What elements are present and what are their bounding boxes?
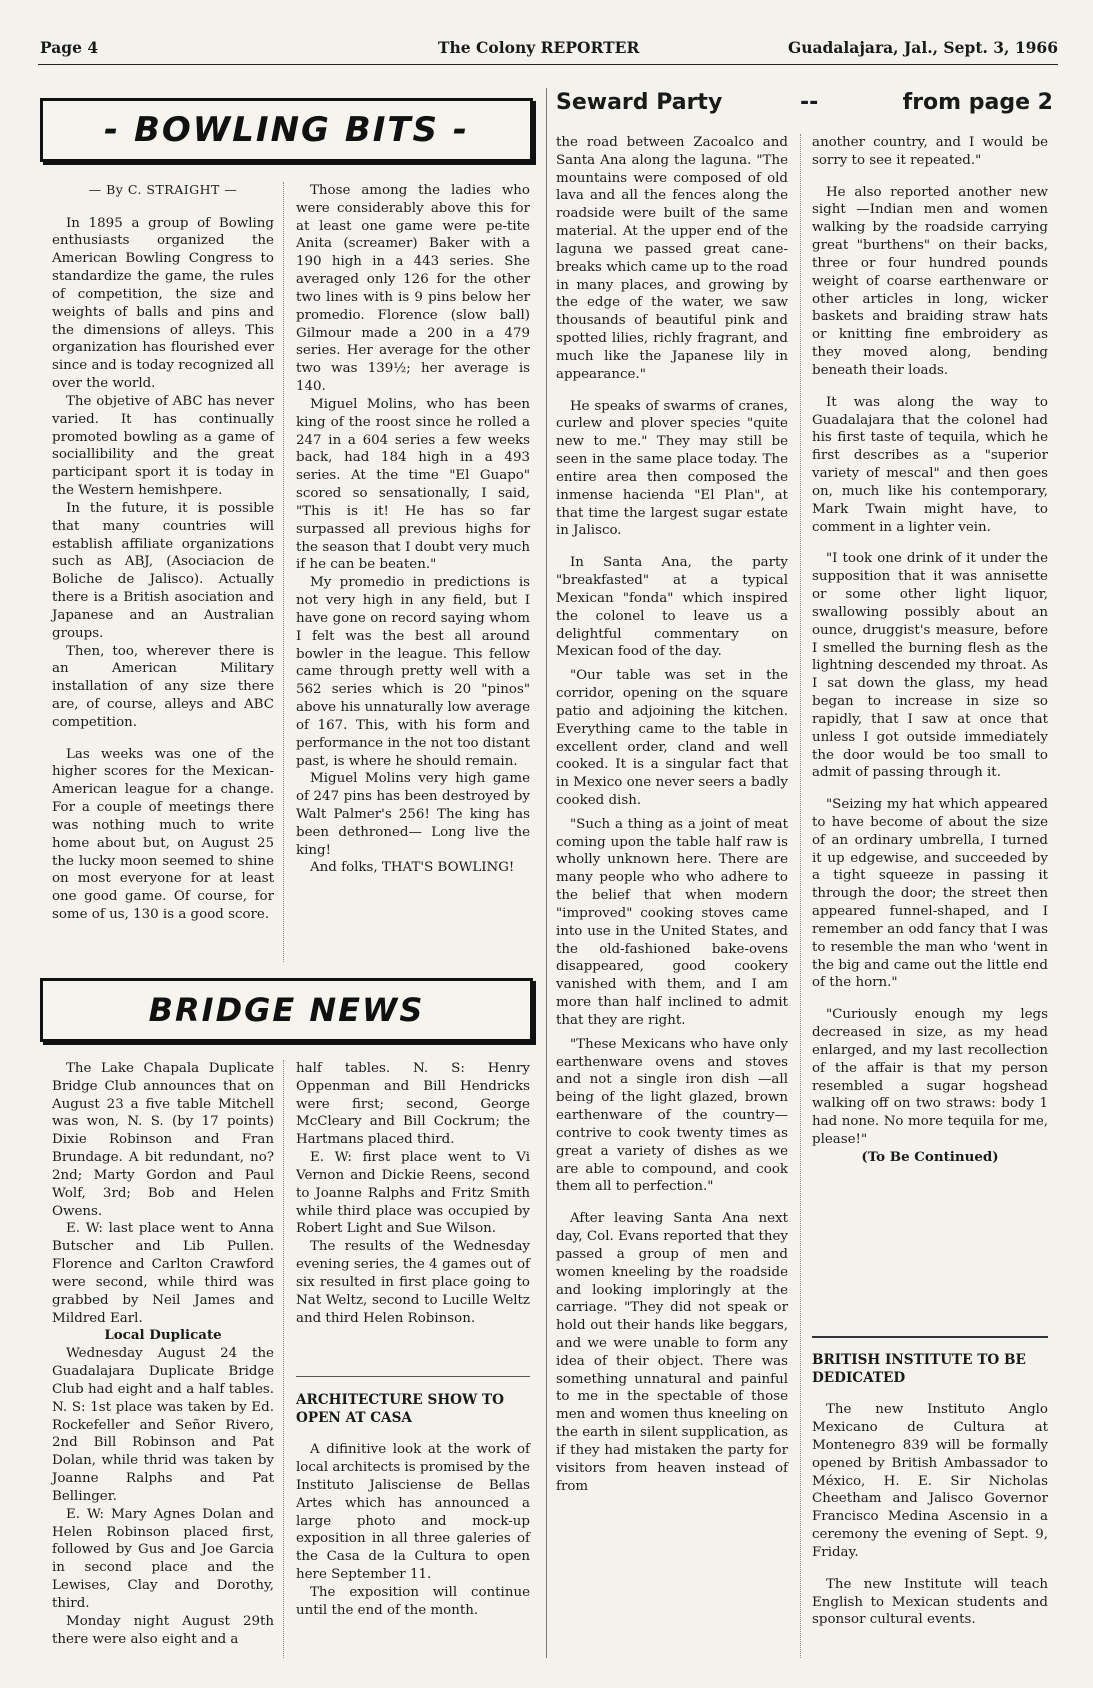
seward-para: "Such a thing as a joint of meat coming upon the table half raw is wholly unknown here. There are many people who who adhere to the belief that when modern "improved" cooking stoves came into use in the United States, and the old-fashioned bake-ovens disappeared, good cookery vanished with them, and I am more than half inclined to admit that they are right. xyxy=(556,816,788,1028)
seward-para: After leaving Santa Ana next day, Col. Evans reported that they passed a group of men and women kneeling by the roadside and looking imploringly at the carriage. "They did not speak or hold out their hands like beggars, and we were unable to form any idea of their object. There was something unnatural and painful to me in the spectable of those men and women thus kneeling on the earth in silent supplication, as if they had mistaken the party for visitors from heaven instead of from xyxy=(556,1211,788,1494)
bridge-banner xyxy=(40,978,533,1042)
seward-para: He also reported another new sight —Indian men and women walking by the roadside carrying great "burthens" on their backs, three or four hundred pounds weight of coarse earthenware or other articles in long, wicker baskets and braiding straw hats or knitting fine embroidery as they moved along, bending beneath their loads. xyxy=(812,184,1048,378)
seward-para: It was along the way to Guadalajara that the colonel had his first taste of tequila, which he first describes as a "superior variety of mescal" and then goes on, much like his contemporary, Mark Twain might have, to comment in a lighter vein. xyxy=(812,394,1048,535)
section-divider xyxy=(546,88,547,1658)
column-rule xyxy=(283,1060,284,1658)
architecture-para: The exposition will continue until the end of the month. xyxy=(296,1584,530,1618)
dateline: Guadalajara, Jal., Sept. 3, 1966 xyxy=(787,38,1058,57)
seward-dash: -- xyxy=(800,90,819,115)
page-number: Page 4 xyxy=(40,38,99,57)
seward-para: "Curiously enough my legs decreased in size, as my head enlarged, and my last recollection of the affair is that my person resembled a sugar hogshead walking off on two straws: body 1 had none. No more tequila for me, please!" xyxy=(812,1007,1048,1148)
bowling-column-1 xyxy=(52,182,274,924)
bridge-subhead: Local Duplicate xyxy=(104,1327,222,1344)
seward-para: He speaks of swarms of cranes, curlew and plover species "quite new to me." They may still be seen in the same place today. The entire area then composed the inmense hacienda "El Plan", at that time the largest sugar estate in Jalisco. xyxy=(556,398,788,539)
bridge-title: BRIDGE NEWS xyxy=(148,991,425,1029)
bridge-column-1 xyxy=(52,1060,274,1648)
seward-para: In Santa Ana, the party "breakfasted" at a typical Mexican "fonda" which inspired the colonel to leave us a delightful commentary on Mexican food of the day. xyxy=(556,555,788,660)
column-rule xyxy=(283,182,284,962)
seward-para: "These Mexicans who have only earthenware ovens and stoves and not a single iron dish —all being of the light glazed, brown earthenware of the country— contrive to cook twenty times as great a variety of dishes as we are able to compound, and cook them all to perfection." xyxy=(556,1036,788,1195)
british-institute-headline: BRITISH INSTITUTE TO BE DEDICATED xyxy=(812,1352,1026,1386)
british-para: The new Instituto Anglo Mexicano de Cultura at Montenegro 839 will be formally opened by British Ambassador to México, H. E. Sir Nicholas Cheetham and Jalisco Governor Francisco Medina Ascensio in a ceremony the evening of Sept. 9, Friday. xyxy=(812,1402,1048,1560)
bowling-para: Those among the ladies who were considerably above this for at least one game were pe-tite Anita (screamer) Baker with a 190 high in a 443 series. She averaged only 126 for the other two lines with is 9 pins below her promedio. Florence (slow ball) Gilmour made a 200 in a 479 series. Her average for the other two was 139½; her average is 140. xyxy=(296,183,530,395)
seward-continued-from: from page 2 xyxy=(902,90,1053,115)
bridge-para: The results of the Wednesday evening series, the 4 games out of six resulted in first place going to Nat Weltz, second to Lucille Weltz and third Helen Robinson. xyxy=(296,1239,530,1326)
bowling-para: Then, too, wherever there is an American Military installation of any size there are, of course, alleys and ABC competition. xyxy=(52,643,274,730)
seward-para: "Our table was set in the corridor, opening on the square patio and adjoining the kitchen. Everything came to the table in excellent order, cland and well cooked. It is a singular fact that in Mexico one never seers a badly cooked dish. xyxy=(556,668,788,808)
seward-para: "Seizing my hat which appeared to have become of about the size of an ordinary umbrella, I turned it up edgewise, and succeeded by a tight squeeze in passing it through the door; the street then appeared funnel-shaped, and I remember an odd fancy that I was to resemble the man who 'went in the big and came out the little end of the horn." xyxy=(812,797,1048,991)
bowling-byline: — By C. STRAIGHT — xyxy=(88,182,238,197)
bridge-para: E. W: Mary Agnes Dolan and Helen Robinson placed first, followed by Gus and Joe Garcia in second place and the Lewises, Clay and Dorothy, third. xyxy=(52,1506,274,1611)
bowling-para: And folks, THAT'S BOWLING! xyxy=(310,860,515,876)
header-rule xyxy=(38,64,1058,65)
bridge-para: Monday night August 29th there were also eight and a xyxy=(52,1613,274,1647)
bowling-para: Miguel Molins very high game of 247 pins has been destroyed by Walt Palmer's 256! The king has been dethroned— Long live the king! xyxy=(296,771,530,858)
bowling-para: The objetive of ABC has never varied. It has continually promoted bowling as a game of sociallibility and the great participant sport it is today in the Western hemishpere. xyxy=(52,393,274,499)
bridge-para: half tables. N. S: Henry Oppenman and Bill Hendricks were first; second, George McCleary and Bill Cockrum; the Hartmans placed third. xyxy=(296,1061,530,1148)
bridge-para: Wednesday August 24 the Guadalajara Duplicate Bridge Club had eight and a half tables. N. S: 1st place was taken by Ed. Rockefeller and Señor Rivero, 2nd Bill Robinson and Pat Dolan, while thrid was taken by Joanne Ralphs and Pat Bellinger. xyxy=(52,1346,274,1504)
british-para: The new Institute will teach English to Mexican students and sponsor cultural events. xyxy=(812,1576,1048,1628)
column-rule xyxy=(800,134,801,1658)
bowling-para: My promedio in predictions is not very high in any field, but I have gone on record saying whom I felt was the best all around bowler in the league. This fellow came through pretty well with a 562 series which is 20 "pinos" above his unnaturally low average of 167. This, with his form and performance in the not too distant past, is where he should remain. xyxy=(296,575,530,769)
seward-para: "I took one drink of it under the supposition that it was annisette or some other light liquor, swallowing possibly about an ounce, druggist's measure, before I smelled the burning flesh as the lightning descended my throat. As I sat down the glass, my head began to increase in size so rapidly, that I saw at once that unless I got outside immediately the door would be too small to admit of passing through it. xyxy=(812,551,1048,781)
seward-column-1 xyxy=(556,134,788,1495)
seward-para: another country, and I would be sorry to see it repeated." xyxy=(812,135,1048,168)
bridge-para: The Lake Chapala Duplicate Bridge Club announces that on August 23 a five table Mitchell was won, N. S. (by 17 points) Dixie Robinson and Fran Brundage. A bit redundant, no? 2nd; Marty Gordon and Paul Wolf, 3rd; Bob and Helen Owens. xyxy=(52,1061,274,1219)
bridge-column-2 xyxy=(296,1060,530,1327)
bowling-column-2 xyxy=(296,182,530,877)
seward-para: the road between Zacoalco and Santa Ana along the laguna. "The mountains were composed of old lava and all the fences along the roadside were built of the same material. At the upper end of the laguna we passed great cane-breaks which came up to the road in many places, and growing by the edge of the water, we saw thousands of beautiful pink and spotted lilies, richly fragrant, and much like the Japanese lily in appearance." xyxy=(556,135,788,382)
seward-title: Seward Party xyxy=(556,90,723,115)
architecture-para: A difinitive look at the work of local architects is promised by the Instituto Jalisciense de Bellas Artes which has announced a large photo and mock-up exposition in all three galeries of the Casa de la Cultura to open here September 11. xyxy=(296,1442,530,1583)
newspaper-name: The Colony REPORTER xyxy=(438,38,640,57)
bowling-title: - BOWLING BITS - xyxy=(104,110,469,150)
bowling-para: In 1895 a group of Bowling enthusiasts organized the American Bowling Congress to standardize the game, the rules of competition, the size and weights of balls and pins and the dimensions of alleys. This organization has flourished ever since and is today recognized all over the world. xyxy=(52,215,274,392)
section-rule xyxy=(812,1336,1048,1338)
bowling-banner xyxy=(40,98,533,162)
to-be-continued: (To Be Continued) xyxy=(861,1148,999,1165)
bridge-para: E. W: first place went to Vi Vernon and Dickie Reens, second to Joanne Ralphs and Fritz Smith while third place was occupied by Robert Light and Sue Wilson. xyxy=(296,1150,530,1237)
bowling-para: Las weeks was one of the higher scores for the Mexican-American league for a change. For a couple of meetings there was nothing much to write home about but, on August 25 the lucky moon seemed to shine on most everyone for at least one good game. Of course, for some of us, 130 is a good score. xyxy=(52,746,274,923)
bowling-para: In the future, it is possible that many countries will establish affiliate organizations such as ABJ, (Asociacion de Boliche de Jalisco). Actually there is a British asociation and Japanese and an Australian groups. xyxy=(52,500,274,641)
british-institute-article xyxy=(812,1352,1048,1629)
architecture-headline: ARCHITECTURE SHOW TO OPEN AT CASA xyxy=(296,1392,504,1426)
section-rule xyxy=(296,1376,530,1377)
bridge-para: E. W: last place went to Anna Butscher and Lib Pullen. Florence and Carlton Crawford were second, while third was grabbed by Neil James and Mildred Earl. xyxy=(52,1221,274,1326)
architecture-article xyxy=(296,1392,530,1620)
bowling-para: Miguel Molins, who has been king of the roost since he rolled a 247 in a 604 series a few weeks back, had 184 high in a 493 series. At the time "El Guapo" scored so sensationally, I said, "This is it! He has so far surpassed all previous highs for the season that I doubt very much if he can be beaten." xyxy=(296,396,530,573)
seward-column-2 xyxy=(812,134,1048,1167)
